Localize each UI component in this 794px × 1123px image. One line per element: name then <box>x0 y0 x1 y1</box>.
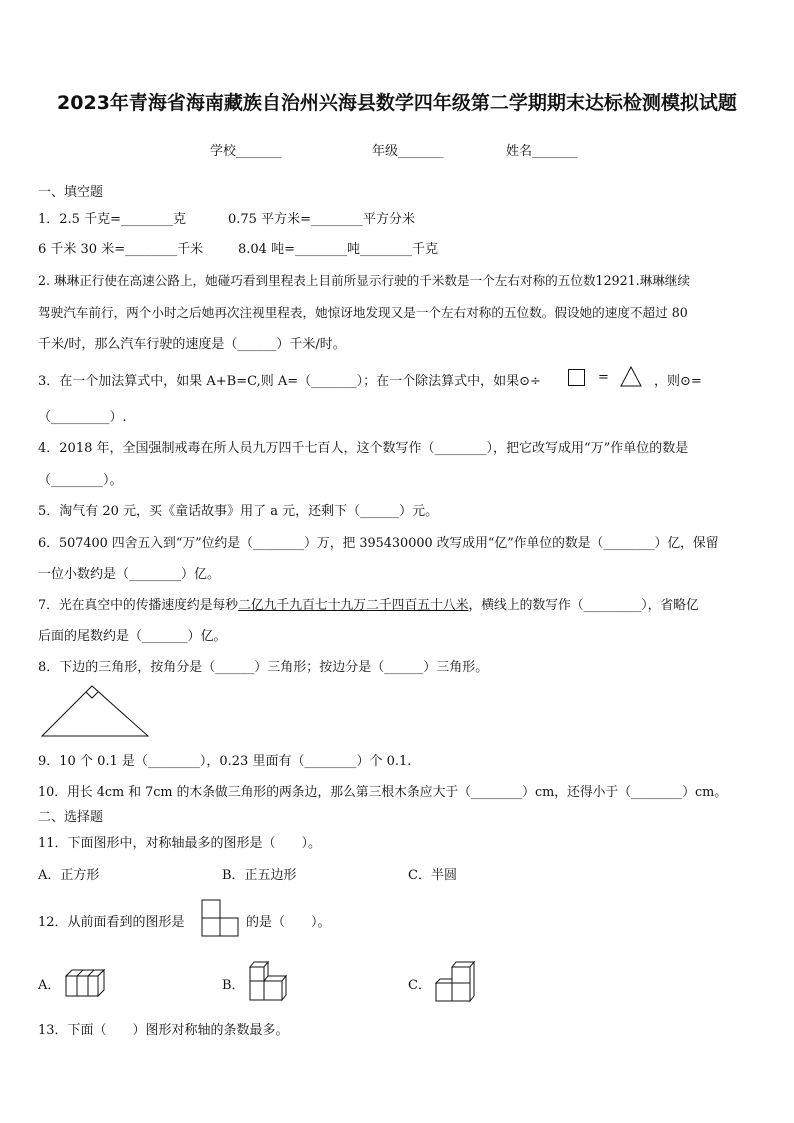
q9: 9．10 个 0.1 是（________），0.23 里面有（________）个 0.1. <box>38 754 412 769</box>
school-field: 学校_______ <box>210 144 282 159</box>
q12-option-b: B． <box>222 978 245 993</box>
q3-line1a: 3．在一个加法算式中，如果 A+B=C,则 A=（_______）；在一个除法算式中，如果⊙÷ <box>38 374 541 389</box>
q11-option-c: C．半圆 <box>408 868 457 883</box>
grade-field: 年级_______ <box>372 144 444 159</box>
q11-option-b: B．正五边形 <box>222 868 297 883</box>
q6-line2: 一位小数约是（________）亿。 <box>38 567 221 582</box>
q7-line1-a: 7．光在真空中的传播速度约是每秒 <box>38 598 239 613</box>
page-title: 2023年青海省海南藏族自治州兴海县数学四年级第二学期期末达标检测模拟试题 <box>57 92 737 114</box>
q7-line2: 后面的尾数约是（_______）亿。 <box>38 629 227 644</box>
q12-option-a: A． <box>38 978 61 993</box>
cube-stack-b <box>248 960 292 1004</box>
q11-stem: 11．下面图形中，对称轴最多的图形是（ ）。 <box>38 836 322 851</box>
q12-option-c: C． <box>408 978 431 993</box>
q4-line1: 4．2018 年，全国强制戒毒在所人员九万四千七百人，这个数写作（________），把它改写成用“万”作单位的数是 <box>38 441 689 456</box>
section-fill-blank: 一、填空题 <box>38 185 104 200</box>
q7-line1-b: ，横线上的数写作（_________），省略亿 <box>468 598 699 613</box>
q1-b: 0.75 平方米=________平方分米 <box>228 212 415 227</box>
q2-line2: 驾驶汽车前行，两个小时之后她再次注视里程表，她惊讶地发现又是一个左右对称的五位数。假设她的速度不超过 80 <box>38 305 688 320</box>
name-field: 姓名_______ <box>506 144 578 159</box>
q7-line1 <box>38 594 699 613</box>
q12-stem-a: 12．从前面看到的图形是 <box>38 915 185 930</box>
cube-stack-a <box>64 966 110 998</box>
q3-equals: = <box>598 370 609 385</box>
q10: 10．用长 4cm 和 7cm 的木条做三角形的两条边，那么第三根木条应大于（________）cm，还得小于（________）cm。 <box>38 785 728 800</box>
q8: 8．下边的三角形，按角分是（______）三角形；按边分是（______）三角形。 <box>38 660 489 675</box>
q4-line2: （________）。 <box>38 473 123 488</box>
front-view-figure <box>201 899 241 939</box>
q6-line1: 6．507400 四舍五入到“万”位约是（________）万，把 395430000 改写成用“亿”作单位的数是（________）亿，保留 <box>38 536 719 551</box>
section-choice: 二、选择题 <box>38 810 104 825</box>
q12-stem-b: 的是（ ）。 <box>246 915 331 930</box>
q2-line1: 2. 琳琳正行使在高速公路上，她碰巧看到里程表上目前所显示行驶的千米数是一个左右对称的五位数12921.琳琳继续 <box>38 273 690 288</box>
q5: 5．淘气有 20 元，买《童话故事》用了 a 元，还剩下（______）元。 <box>38 504 439 519</box>
q1-d: 8.04 吨=________吨________千克 <box>238 242 438 257</box>
triangle-icon <box>620 366 642 388</box>
cube-stack-c <box>434 959 480 1005</box>
right-triangle-figure <box>40 684 150 738</box>
square-icon <box>568 369 586 387</box>
q3-line1b: ，则⊙= <box>654 374 702 389</box>
q1-c: 6 千米 30 米=________千米 <box>38 242 204 257</box>
q2-line3: 千米/时，那么汽车行驶的速度是（______）千米/时。 <box>38 337 346 352</box>
q11-option-a: A．正方形 <box>38 868 100 883</box>
q1-a: 1．2.5 千克=________克 <box>38 212 186 227</box>
q7-underlined-number: 二亿九千九百七十九万二千四百五十八米 <box>238 598 469 613</box>
q3-line2: （_________）. <box>38 410 127 425</box>
q13: 13．下面（ ）图形对称轴的条数最多。 <box>38 1023 289 1038</box>
